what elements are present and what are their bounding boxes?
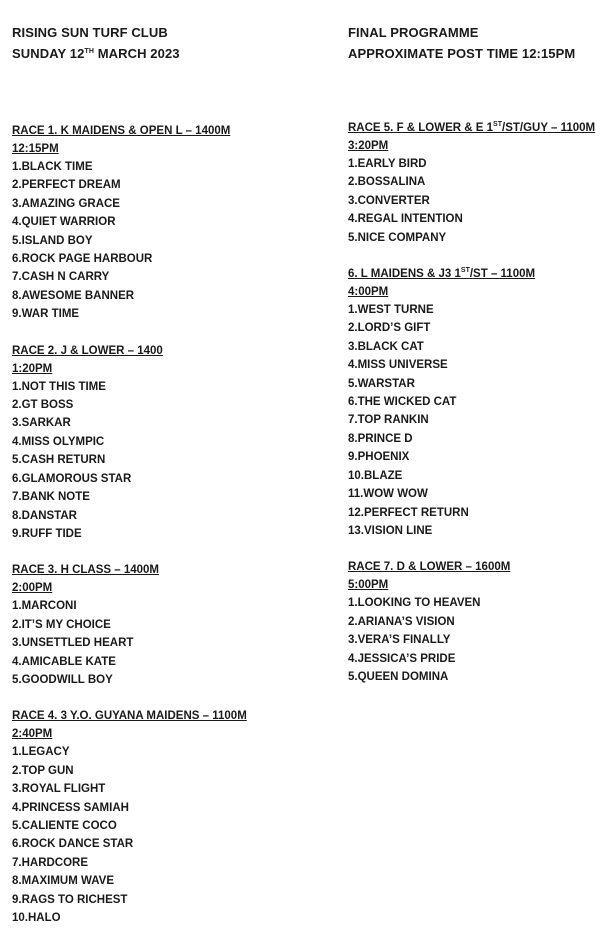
runner-entry: 1.MARCONI <box>12 600 77 613</box>
title-text: RACE 3. H CLASS – 1400M <box>12 564 159 577</box>
runner-entry: 4.MISS UNIVERSE <box>348 359 448 372</box>
race-title <box>348 119 595 137</box>
runner-entry: 2.BOSSALINA <box>348 176 426 189</box>
race-7 <box>348 558 595 686</box>
runner-entry: 5.NICE COMPANY <box>348 231 447 244</box>
runner-entry: 7.CASH N CARRY <box>12 271 110 284</box>
runner-entry: 5.QUEEN DOMINA <box>348 670 449 683</box>
runner-entry: 12.PERFECT RETURN <box>348 506 469 519</box>
runner-entry: 7.TOP RANKIN <box>348 414 429 427</box>
race-time: 4:00PM <box>348 286 389 299</box>
runner-entry: 9.RUFF TIDE <box>12 527 82 540</box>
runner-entry: 7.HARDCORE <box>12 856 89 869</box>
title-text: RACE 7. D & LOWER – 1600M <box>348 561 511 574</box>
race-2 <box>12 342 247 544</box>
runner-entry: 13.VISION LINE <box>348 524 433 537</box>
runner-entry: 6.THE WICKED CAT <box>348 396 457 409</box>
date-suffix: MARCH 2023 <box>93 46 180 61</box>
race-time: 1:20PM <box>12 362 53 375</box>
race-3 <box>12 561 247 689</box>
runner-entry: 4.PRINCESS SAMIAH <box>12 801 129 814</box>
date-superscript: TH <box>84 48 94 55</box>
race-4 <box>12 707 247 927</box>
runner-entry: 1.NOT THIS TIME <box>12 380 106 393</box>
runner-entry: 5.WARSTAR <box>348 377 415 390</box>
runner-entry: 11.WOW WOW <box>348 488 428 501</box>
title-text: /ST/GUY – 1100M <box>502 122 596 134</box>
runner-entry: 3.AMAZING GRACE <box>12 197 120 210</box>
title-text: RACE 2. J & LOWER – 1400 <box>12 344 163 357</box>
runner-entry: 8.MAXIMUM WAVE <box>12 875 115 888</box>
runner-entry: 1.LEGACY <box>12 746 70 759</box>
runner-entry: 2.PERFECT DREAM <box>12 179 121 192</box>
runner-entry: 4.MISS OLYMPIC <box>12 435 105 448</box>
right-column <box>348 119 595 686</box>
runner-entry: 3.CONVERTER <box>348 194 430 207</box>
header-left <box>12 22 180 64</box>
runner-entry: 2.GT BOSS <box>12 399 74 412</box>
title-text: 6. L MAIDENS & J3 1 <box>348 268 461 281</box>
date-prefix: SUNDAY 12 <box>12 46 85 61</box>
race-title <box>12 561 247 579</box>
race-time: 5:00PM <box>348 579 389 592</box>
race-title <box>12 122 247 140</box>
race-time: 2:00PM <box>12 582 53 595</box>
runner-entry: 1.WEST TURNE <box>348 304 434 317</box>
runner-entry: 3.BLACK CAT <box>348 340 424 353</box>
race-date <box>12 43 180 64</box>
runner-entry: 2.ARIANA’S VISION <box>348 615 455 628</box>
title-text: RACE 1. K MAIDENS & OPEN L – 1400M <box>12 125 231 137</box>
runner-entry: 6.ROCK PAGE HARBOUR <box>12 253 153 266</box>
runner-entry: 6.GLAMOROUS STAR <box>12 472 132 485</box>
race-title <box>12 342 247 360</box>
runner-entry: 1.LOOKING TO HEAVEN <box>348 597 481 610</box>
race-title <box>348 558 595 576</box>
runner-entry: 8.AWESOME BANNER <box>12 289 135 302</box>
runner-entry: 3.SARKAR <box>12 417 71 430</box>
runner-entry: 10.HALO <box>12 912 61 924</box>
runner-entry: 3.UNSETTLED HEART <box>12 637 134 650</box>
runner-entry: 1.EARLY BIRD <box>348 158 427 170</box>
race-time: 3:20PM <box>348 140 389 152</box>
runner-entry: 2.IT’S MY CHOICE <box>12 618 111 631</box>
runner-entry: 5.GOODWILL BOY <box>12 673 113 686</box>
runner-entry: 9.PHOENIX <box>348 451 410 464</box>
runner-entry: 4.QUIET WARRIOR <box>12 216 116 229</box>
title-text: RACE 4. 3 Y.O. GUYANA MAIDENS – 1100M <box>12 710 247 723</box>
title-text: RACE 5. F & LOWER & E 1 <box>348 122 494 134</box>
club-name: RISING SUN TURF CLUB <box>12 25 168 40</box>
race-5 <box>348 119 595 247</box>
runner-entry: 8.PRINCE D <box>348 432 413 445</box>
race-time: 12:15PM <box>12 143 59 155</box>
race-title <box>12 707 247 725</box>
race-title <box>348 265 595 283</box>
runner-entry: 3.VERA’S FINALLY <box>348 634 451 647</box>
title-superscript: ST <box>460 267 470 275</box>
race-1 <box>12 122 247 324</box>
runner-entry: 4.JESSICA’S PRIDE <box>348 652 456 665</box>
runner-entry: 2.LORD’S GIFT <box>348 322 431 335</box>
runner-entry: 7.BANK NOTE <box>12 491 90 504</box>
title-text: /ST – 1100M <box>469 268 536 281</box>
runner-entry: 1.BLACK TIME <box>12 161 93 173</box>
runner-entry: 4.AMICABLE KATE <box>12 655 116 668</box>
race-6 <box>348 265 595 540</box>
runner-entry: 9.WAR TIME <box>12 308 80 321</box>
runner-entry: 9.RAGS TO RICHEST <box>12 893 128 906</box>
programme-title: FINAL PROGRAMME <box>348 25 479 40</box>
post-time: APPROXIMATE POST TIME 12:15PM <box>348 46 576 61</box>
header-right <box>348 22 575 64</box>
runner-entry: 5.CASH RETURN <box>12 454 106 467</box>
runner-entry: 8.DANSTAR <box>12 509 77 522</box>
title-superscript: ST <box>493 121 502 128</box>
runner-entry: 6.ROCK DANCE STAR <box>12 838 134 851</box>
race-time: 2:40PM <box>12 728 53 741</box>
runner-entry: 2.TOP GUN <box>12 764 74 777</box>
runner-entry: 10.BLAZE <box>348 469 403 482</box>
runner-entry: 4.REGAL INTENTION <box>348 213 463 226</box>
runner-entry: 3.ROYAL FLIGHT <box>12 783 106 796</box>
left-column <box>12 122 247 927</box>
runner-entry: 5.CALIENTE COCO <box>12 819 117 832</box>
runner-entry: 5.ISLAND BOY <box>12 234 93 247</box>
